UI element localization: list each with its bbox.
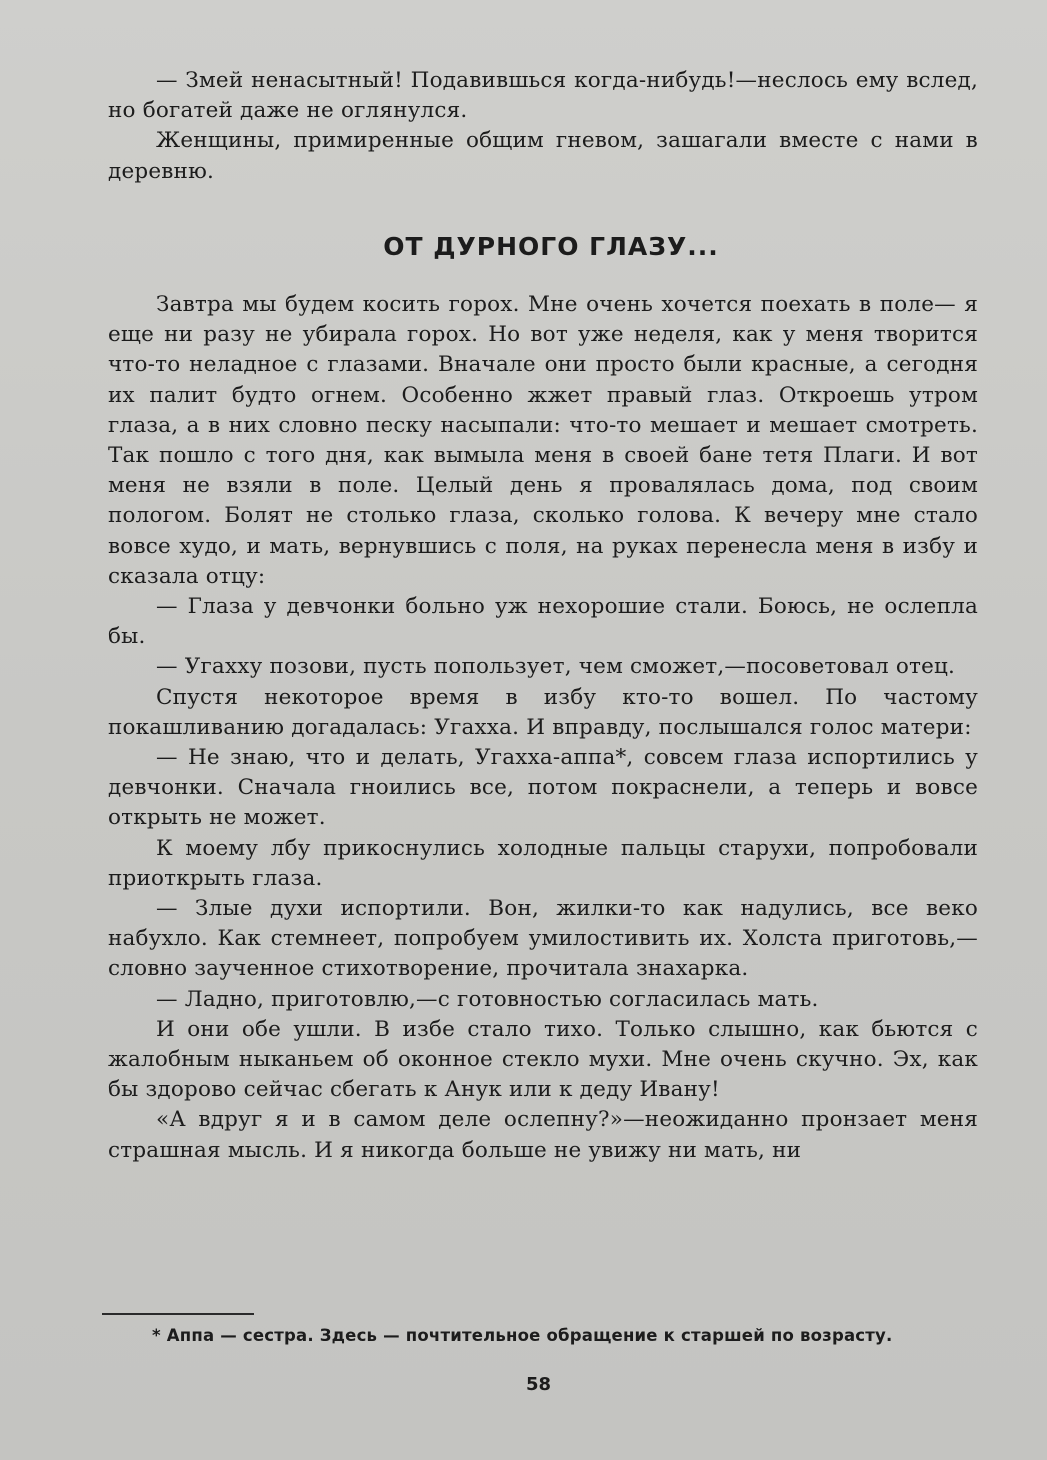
paragraph: — Угахху позови, пусть попользует, чем сможет,—посоветовал отец. (156, 654, 956, 680)
chapter-title: ОТ ДУРНОГО ГЛАЗУ... (383, 232, 719, 261)
paragraph: И они обе ушли. В избе стало тихо. Только слышно, как бьются с жалобным ныканьем об оконное стекло мухи. Мне очень скучно. Эх, как бы здорово сейчас сбегать к Анук или к деду Ивану! (108, 1016, 978, 1103)
previous-chapter-ending (108, 66, 978, 187)
footnote-divider (102, 1313, 254, 1315)
paragraph: — Глаза у девчонки больно уж нехорошие стали. Боюсь, не ослепла бы. (108, 594, 978, 650)
paragraph: — Ладно, приготовлю,—с готовностью согласилась мать. (156, 986, 819, 1012)
paragraph: — Не знаю, что и делать, Угахха-аппа*, совсем глаза испортились у девчонки. Сначала гноились все, потом покраснели, а теперь и вовсе открыть не может. (108, 745, 978, 831)
paragraph: Завтра мы будем косить горох. Мне очень хочется поехать в поле— я еще ни разу не убирала горох. Но вот уже неделя, как у меня творится что-то неладное с глазами. Вначале они просто были красные, а сегодня их палит будто огнем. Особенно жжет правый глаз. Откроешь утром глаза, а в них словно песку насыпали: что-то мешает и мешает смотреть. Так пошло с того дня, как вымыла меня в своей бане тетя Плаги. И вот меня не взяли в поле. Целый день я провалялась дома, под своим пологом. Болят не столько глаза, сколько голова. К вечеру мне стало вовсе худо, и мать, вернувшись с поля, на руках перенесла меня в избу и сказала отцу: (108, 292, 978, 589)
paragraph: «А вдруг я и в самом деле ослепну?»—неожиданно пронзает меня страшная мысль. И я никогда больше не увижу ни мать, ни (108, 1107, 978, 1163)
paragraph: Женщины, примиренные общим гневом, зашагали вместе с нами в деревню. (108, 128, 978, 184)
paragraph: — Змей ненасытный! Подавившься когда-нибудь!—неслось ему вслед, но богатей даже не оглянулся. (108, 68, 978, 124)
paragraph: К моему лбу прикоснулись холодные пальцы старухи, попробовали приоткрыть глаза. (108, 835, 978, 891)
page-number: 58 (525, 1374, 552, 1395)
chapter-body (108, 290, 978, 1166)
paragraph: — Злые духи испортили. Вон, жилки-то как надулись, все веко набухло. Как стемнеет, попробуем умилостивить их. Холста приготовь,— словно заученное стихотворение, прочитала знахарка. (108, 896, 978, 982)
paragraph: Спустя некоторое время в избу кто-то вошел. По частому покашливанию догадалась: Угахха. И вправду, послышался голос матери: (108, 684, 978, 740)
footnote: * Аппа — сестра. Здесь — почтительное обращение к старшей по возрасту. (152, 1326, 893, 1345)
